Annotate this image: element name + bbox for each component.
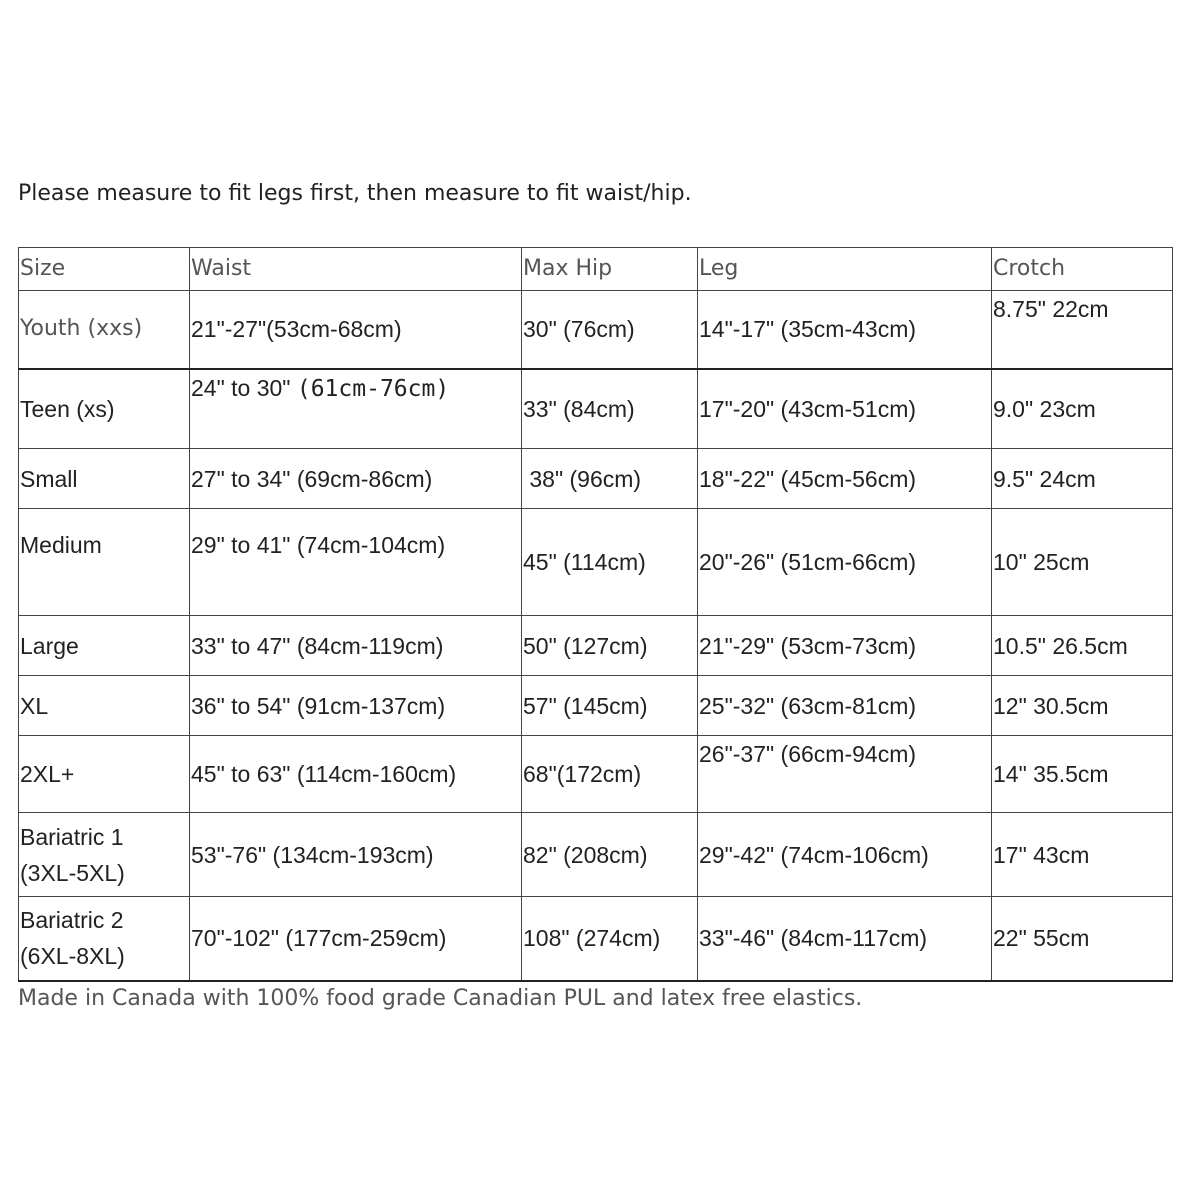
table-header-row [19,248,1173,291]
intro-instruction: Please measure to fit legs first, then measure to fit waist/hip. [18,181,692,206]
cell-max-hip: 30" (76cm) [522,291,698,369]
cell-size: Medium [19,509,190,616]
cell-waist: 21"-27"(53cm-68cm) [190,291,522,369]
cell-crotch: 12" 30.5cm [992,676,1173,736]
table-row [19,369,1173,449]
cell-size-line1: Bariatric 1 [20,823,124,850]
cell-size: Youth (xxs) [19,291,190,369]
cell-waist: 70"-102" (177cm-259cm) [190,897,522,981]
cell-waist: 27" to 34" (69cm-86cm) [190,449,522,509]
cell-size-line2: (6XL-8XL) [20,943,125,970]
cell-leg: 18"-22" (45cm-56cm) [698,449,992,509]
cell-max-hip: 57" (145cm) [522,676,698,736]
cell-waist [190,369,522,449]
cell-size: 2XL+ [19,736,190,813]
cell-crotch: 17" 43cm [992,813,1173,897]
header-crotch: Crotch [992,248,1173,291]
cell-max-hip: 33" (84cm) [522,369,698,449]
table-row [19,897,1173,981]
cell-crotch: 10.5" 26.5cm [992,616,1173,676]
cell-max-hip: 82" (208cm) [522,813,698,897]
cell-size: XL [19,676,190,736]
footer-note: Made in Canada with 100% food grade Canadian PUL and latex free elastics. [18,986,863,1011]
cell-size-line2: (3XL-5XL) [20,859,125,886]
cell-size [19,813,190,897]
header-waist: Waist [190,248,522,291]
cell-max-hip: 50" (127cm) [522,616,698,676]
cell-leg: 17"-20" (43cm-51cm) [698,369,992,449]
header-leg: Leg [698,248,992,291]
cell-waist: 29" to 41" (74cm-104cm) [190,509,522,616]
cell-crotch: 9.0" 23cm [992,369,1173,449]
table-row [19,736,1173,813]
cell-waist-metric: (61cm-76cm) [296,375,450,402]
cell-leg: 26"-37" (66cm-94cm) [698,736,992,813]
cell-crotch: 8.75" 22cm [992,291,1173,369]
table-row [19,676,1173,736]
cell-leg: 14"-17" (35cm-43cm) [698,291,992,369]
cell-max-hip: 108" (274cm) [522,897,698,981]
cell-waist: 45" to 63" (114cm-160cm) [190,736,522,813]
cell-size [19,897,190,981]
cell-waist-prefix: 24" to 30" [191,374,297,401]
cell-waist: 36" to 54" (91cm-137cm) [190,676,522,736]
header-max-hip: Max Hip [522,248,698,291]
table-row [19,616,1173,676]
header-size: Size [19,248,190,291]
cell-size-line1: Bariatric 2 [20,907,124,934]
cell-leg: 33"-46" (84cm-117cm) [698,897,992,981]
cell-crotch: 22" 55cm [992,897,1173,981]
cell-size: Large [19,616,190,676]
cell-crotch: 9.5" 24cm [992,449,1173,509]
table-row [19,449,1173,509]
cell-leg: 20"-26" (51cm-66cm) [698,509,992,616]
cell-size: Small [19,449,190,509]
table-row [19,813,1173,897]
cell-leg: 21"-29" (53cm-73cm) [698,616,992,676]
cell-max-hip: 45" (114cm) [522,509,698,616]
cell-leg: 29"-42" (74cm-106cm) [698,813,992,897]
cell-leg: 25"-32" (63cm-81cm) [698,676,992,736]
size-chart-table [18,247,1173,982]
cell-size: Teen (xs) [19,369,190,449]
cell-max-hip: 68"(172cm) [522,736,698,813]
cell-crotch: 14" 35.5cm [992,736,1173,813]
table-row [19,509,1173,616]
cell-max-hip: 38" (96cm) [522,449,698,509]
cell-waist: 33" to 47" (84cm-119cm) [190,616,522,676]
cell-crotch: 10" 25cm [992,509,1173,616]
table-row [19,291,1173,369]
cell-waist: 53"-76" (134cm-193cm) [190,813,522,897]
